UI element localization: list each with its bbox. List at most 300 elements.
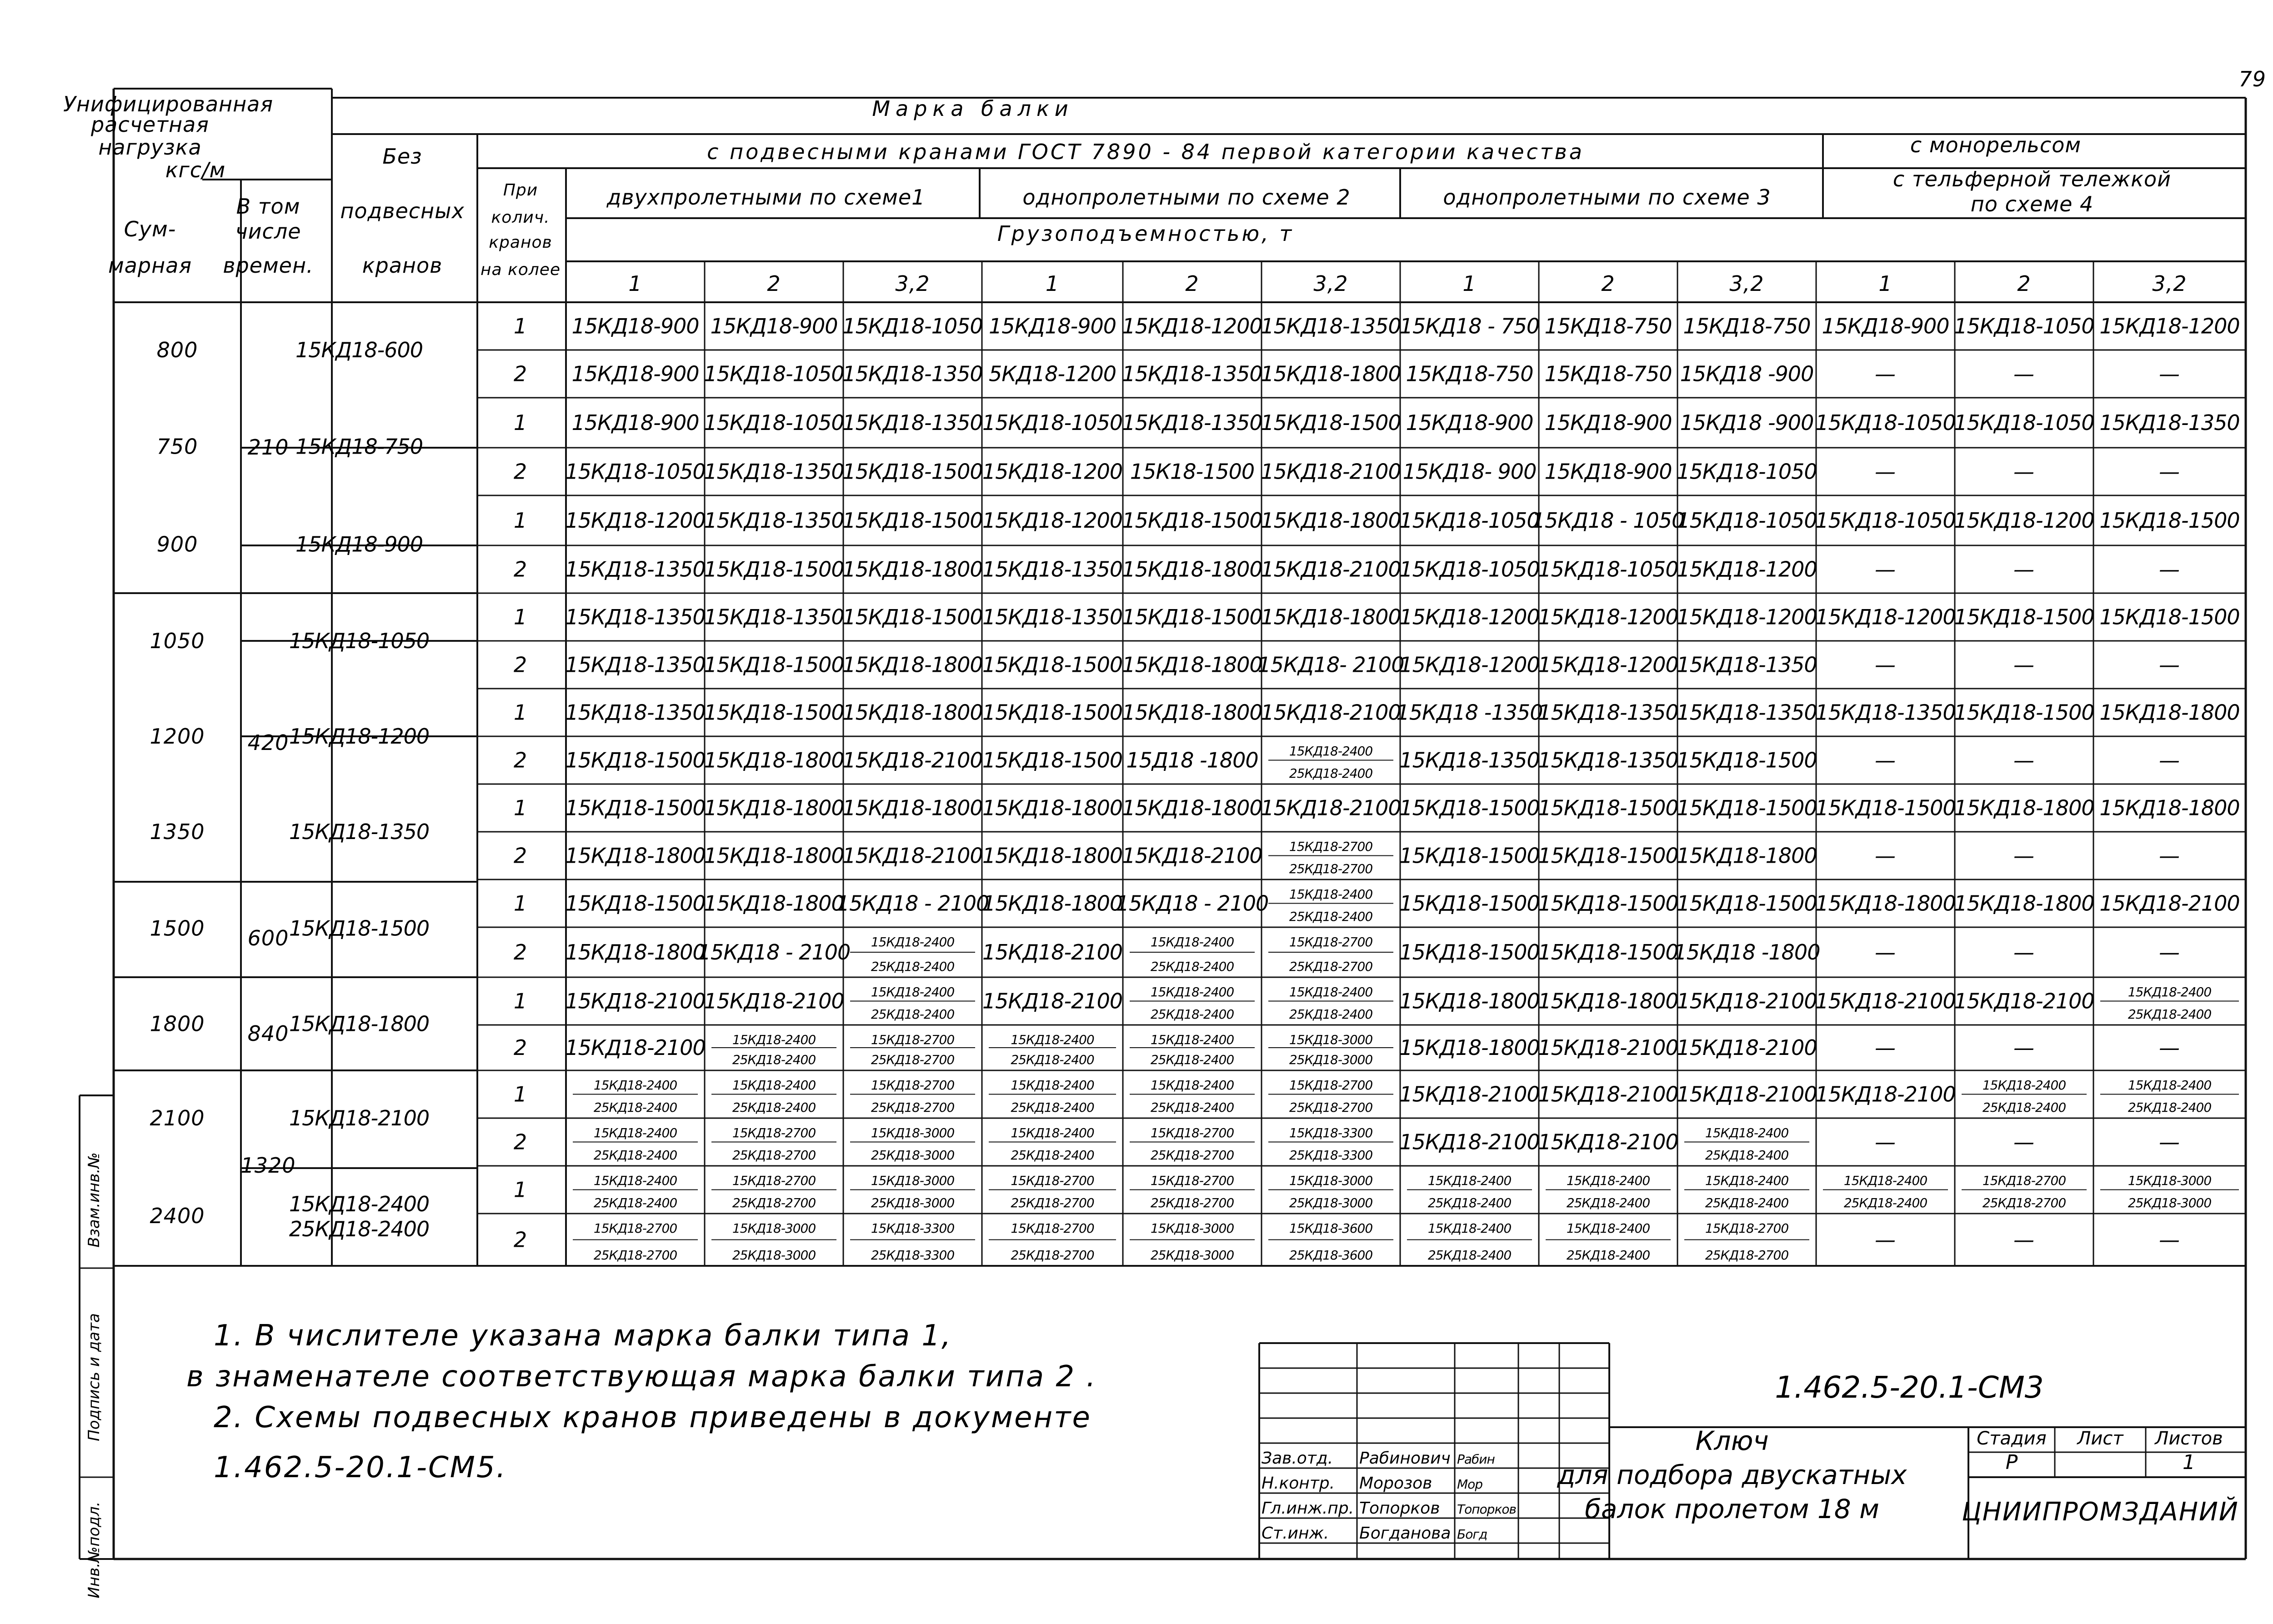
- no-crane-beam: 15КД18-900: [295, 532, 423, 557]
- beam-cell: 15КД18-1050: [1677, 459, 1817, 484]
- beam-cell: 15КД18-1500: [1399, 940, 1540, 964]
- capacity-value: 3,2: [2152, 271, 2187, 296]
- beam-cell-denominator: 25КД18-2400: [1150, 959, 1234, 974]
- beam-cell: 15КД18-1800: [1122, 652, 1262, 677]
- notes: [186, 1319, 1097, 1484]
- dash-cell: —: [2013, 1227, 2035, 1252]
- crane-count: 2: [513, 652, 528, 677]
- beam-cell: 15КД18- 900: [1402, 459, 1537, 484]
- beam-cell: 15КД18-900: [571, 410, 699, 435]
- beam-cell: 15КД18 -1350: [1396, 700, 1543, 725]
- capacity-value: 3,2: [1729, 271, 1764, 296]
- dash-cell: —: [2013, 361, 2035, 386]
- beam-cell: 15КД18-1350: [1538, 748, 1678, 773]
- beam-cell-denominator: 25КД18-2700: [1705, 1248, 1789, 1263]
- dash-cell: —: [1875, 748, 1896, 773]
- beam-cell: 15КД18 - 2100: [1116, 891, 1269, 916]
- beam-cell: 15КД18-1800: [1399, 989, 1540, 1014]
- beam-cell: 15КД18-1800: [842, 557, 983, 582]
- beam-cell: 15КД18-1800: [565, 843, 706, 868]
- beam-cell: 15КД18-2100: [1399, 1129, 1540, 1154]
- beam-cell-denominator: 25КД18-2700: [1289, 861, 1373, 876]
- beam-cell: 15КД18-1050: [1815, 508, 1956, 533]
- beam-cell: 15КД18-1200: [1677, 557, 1817, 582]
- beam-cell-numerator: 15КД18-2400: [1843, 1173, 1928, 1188]
- crane-count: 1: [513, 410, 528, 435]
- beam-cell-denominator: 25КД18-2400: [1150, 1052, 1234, 1067]
- sheet-number: 79: [2238, 67, 2266, 91]
- signer-signature: Мор: [1457, 1477, 1483, 1492]
- beam-cell: 15КД18-1350: [1399, 748, 1540, 773]
- signer-role: Гл.инж.пр.: [1262, 1499, 1354, 1518]
- crane-count: 1: [513, 795, 528, 820]
- capacity-value: 1: [1878, 271, 1892, 296]
- beam-cell-denominator: 25КД18-2400: [732, 1052, 816, 1067]
- beam-cell: 15КД18-1500: [982, 652, 1123, 677]
- beam-cell: 15КД18-1200: [982, 459, 1123, 484]
- beam-cell-denominator: 25КД18-2700: [593, 1248, 677, 1263]
- beam-cell: 15КД18-1500: [1399, 795, 1540, 820]
- beam-cell: 15КД18-1800: [1399, 1035, 1540, 1060]
- beam-cell: 15КД18-900: [710, 314, 838, 339]
- beam-cell-denominator: 25КД18-2400: [1289, 766, 1373, 781]
- beam-cell: 15КД18-2100: [842, 843, 983, 868]
- beam-cell-numerator: 15КД18-2700: [593, 1221, 677, 1236]
- beam-cell-denominator: 25КД18-3000: [2128, 1195, 2212, 1210]
- beam-cell: 15КД18-1800: [1122, 557, 1262, 582]
- beam-cell: 15КД18-1500: [1954, 605, 2094, 630]
- svg-text:Сум-: Сум-: [124, 217, 176, 241]
- beam-cell-denominator: 25КД18-2700: [871, 1100, 955, 1115]
- beam-cell: 15КД18-1050: [704, 410, 844, 435]
- no-cranes-header: [340, 144, 464, 278]
- doc-title-2: для подбора двускатных: [1557, 1459, 1907, 1490]
- beam-cell: 15КД18-2100: [704, 989, 844, 1014]
- crane-count: 2: [513, 361, 528, 386]
- beam-cell: 15КД18-1800: [1261, 508, 1401, 533]
- beam-cell: 15КД18-1200: [1954, 508, 2094, 533]
- beam-cell: 15КД18-1050: [704, 361, 844, 386]
- temp-load: 840: [247, 1021, 289, 1046]
- load-sum: 2100: [150, 1106, 205, 1130]
- svg-text:с монорельсом: с монорельсом: [1910, 133, 2082, 157]
- dash-cell: —: [2159, 940, 2180, 964]
- beam-cell: 15КД18-1200: [1399, 605, 1540, 630]
- beam-cell-numerator: 15КД18-3000: [1150, 1221, 1234, 1236]
- beam-cell: 15КД18-2100: [1538, 1129, 1678, 1154]
- beam-cell: 15КД18-1500: [1538, 940, 1678, 964]
- beam-cell-numerator: 15КД18-2400: [732, 1078, 816, 1093]
- beam-cell-numerator: 15КД18-2400: [1150, 1032, 1234, 1047]
- beam-cell: 15КД18-1800: [1677, 843, 1817, 868]
- no-crane-beam: 15КД18-2400: [289, 1192, 430, 1216]
- svg-text:расчетная: расчетная: [91, 112, 209, 137]
- beam-cell: 15КД18-900: [571, 314, 699, 339]
- beam-cell: 15КД18-1800: [982, 843, 1123, 868]
- capacity-value: 2: [1185, 271, 1199, 296]
- beam-cell: 15КД18-1050: [1954, 314, 2094, 339]
- beam-cell: 15КД18-2100: [1261, 700, 1401, 725]
- svg-text:по схеме 4: по схеме 4: [1970, 192, 2094, 216]
- beam-cell-denominator: 25КД18-2400: [593, 1100, 677, 1115]
- beam-cell: 15КД18-2100: [2099, 891, 2240, 916]
- beam-cell: 15КД18-2100: [1677, 1035, 1817, 1060]
- beam-cell-numerator: 15КД18-2400: [593, 1078, 677, 1093]
- beam-cell-denominator: 25КД18-2700: [1011, 1248, 1094, 1263]
- beam-cell: 15КД18-750: [1544, 314, 1672, 339]
- doc-title-3: балок пролетом 18 м: [1585, 1494, 1879, 1524]
- beam-cell-numerator: 15КД18-2700: [1289, 839, 1373, 854]
- dash-cell: —: [2159, 557, 2180, 582]
- dash-cell: —: [2159, 459, 2180, 484]
- beam-cell-denominator: 25КД18-2400: [732, 1100, 816, 1115]
- capacity-value: 2: [767, 271, 781, 296]
- beam-cell: 15КД18-1500: [1122, 605, 1262, 630]
- beam-cell: 15КД18-1500: [1122, 508, 1262, 533]
- dash-cell: —: [2013, 1035, 2035, 1060]
- beam-cell-denominator: 25КД18-2700: [732, 1195, 816, 1210]
- capacity-values: [628, 271, 2187, 296]
- capacity-value: 2: [1601, 271, 1615, 296]
- beam-cell: 15КД18-1500: [1677, 795, 1817, 820]
- beam-cell-numerator: 15КД18-2400: [593, 1173, 677, 1188]
- beam-cell-denominator: 25КД18-2400: [1289, 1007, 1373, 1022]
- no-crane-beam: 15КД18-750: [295, 434, 423, 459]
- load-sum: 800: [156, 338, 198, 362]
- beam-cell: 15КД18-1500: [982, 700, 1123, 725]
- dash-cell: —: [2013, 557, 2035, 582]
- dash-cell: —: [1875, 361, 1896, 386]
- beam-cell: 15КД18-1500: [842, 459, 983, 484]
- svg-text:марная: марная: [108, 253, 192, 278]
- dash-cell: —: [2159, 361, 2180, 386]
- beam-cell: 15КД18-1500: [565, 891, 706, 916]
- beam-cell-denominator: 25КД18-3000: [871, 1195, 955, 1210]
- beam-cell-denominator: 25КД18-3000: [1289, 1052, 1373, 1067]
- beam-cell: 15КД18-2100: [1677, 989, 1817, 1014]
- svg-text:с тельферной тележкой: с тельферной тележкой: [1892, 167, 2172, 191]
- crane-count: 1: [513, 1082, 528, 1107]
- beam-cell: 15КД18-1350: [704, 459, 844, 484]
- beam-cell-denominator: 25КД18-2700: [1150, 1148, 1234, 1163]
- beam-cell: 15КД18-2100: [1954, 989, 2094, 1014]
- beam-cell: 15КД18-2100: [982, 940, 1123, 964]
- beam-cell-denominator: 25КД18-2400: [1566, 1195, 1650, 1210]
- beam-cell-numerator: 15КД18-2700: [871, 1032, 955, 1047]
- beam-cell: 15КД18-1200: [1677, 605, 1817, 630]
- crane-count: 2: [513, 459, 528, 484]
- beam-cell-denominator: 25КД18-3000: [871, 1148, 955, 1163]
- beam-cell: 15КД18-1500: [565, 748, 706, 773]
- beam-cell-numerator: 15КД18-2700: [1011, 1221, 1094, 1236]
- beam-cell: 15КД18-2100: [1399, 1082, 1540, 1107]
- beam-cell: 15КД18-2100: [1261, 459, 1401, 484]
- beam-cell: 15КД18-1500: [1677, 748, 1817, 773]
- svg-text:2. Схемы подвесных кранов прив: 2. Схемы подвесных кранов приведены в документе: [214, 1401, 1091, 1434]
- beam-cell-denominator: 25КД18-2400: [2128, 1007, 2212, 1022]
- beam-cell-denominator: 25КД18-2400: [1427, 1248, 1512, 1263]
- beam-cell: 15КД18-1050: [1538, 557, 1678, 582]
- load-sum: 1200: [150, 724, 205, 749]
- dash-cell: —: [2013, 652, 2035, 677]
- beam-cell: 15КД18-1350: [1538, 700, 1678, 725]
- beam-cell: 15КД18-1500: [704, 700, 844, 725]
- beam-cell: 15КД18-1350: [1122, 410, 1262, 435]
- beam-cell-numerator: 15КД18-2400: [871, 934, 955, 949]
- dash-cell: —: [2013, 748, 2035, 773]
- beam-cell-denominator: 25КД18-3000: [732, 1248, 816, 1263]
- crane-count: 1: [513, 508, 528, 533]
- beam-cell: 15КД18-1350: [565, 605, 706, 630]
- dash-cell: —: [2013, 940, 2035, 964]
- load-sum: 900: [156, 532, 198, 557]
- beam-cell: 15КД18-900: [1822, 314, 1949, 339]
- beam-cell-denominator: 25КД18-2400: [1011, 1148, 1094, 1163]
- beam-cell: 15КД18-1500: [1677, 891, 1817, 916]
- beam-cell: 15КД18-1800: [704, 795, 844, 820]
- crane-count: 1: [513, 989, 528, 1014]
- beam-cell: 15КД18-1800: [704, 891, 844, 916]
- beam-cell: 15КД18-900: [1544, 410, 1672, 435]
- svg-text:Без: Без: [382, 144, 422, 169]
- beam-cell-numerator: 15КД18-2700: [1705, 1221, 1789, 1236]
- beam-cell: 15КД18-900: [571, 361, 699, 386]
- beam-cell-denominator: 25КД18-2400: [1566, 1248, 1650, 1263]
- svg-text:на колее: на колее: [480, 260, 561, 279]
- beam-cell-numerator: 15КД18-3300: [871, 1221, 955, 1236]
- beam-cell-numerator: 15КД18-2400: [1150, 934, 1234, 949]
- beam-cell: 15КД18-2100: [1815, 1082, 1956, 1107]
- beam-cell: 15КД18-900: [988, 314, 1116, 339]
- beam-cell-denominator: 25КД18-2400: [593, 1195, 677, 1210]
- no-crane-beam: 15КД18-1350: [289, 819, 430, 844]
- beam-cell-denominator: 25КД18-2400: [1289, 909, 1373, 924]
- beam-cell: 15КД18-1350: [842, 410, 983, 435]
- beam-cell-numerator: 15КД18-2700: [732, 1125, 816, 1140]
- beam-cell-numerator: 15КД18-2700: [1150, 1173, 1234, 1188]
- no-crane-beam: 15КД18-1500: [289, 916, 430, 941]
- doc-title-1: Ключ: [1695, 1425, 1769, 1456]
- capacity-header: Грузоподъемностью, т: [997, 221, 1294, 246]
- no-crane-beam: 15КД18-2100: [289, 1106, 430, 1130]
- beam-cell-denominator: 25КД18-2400: [2128, 1100, 2212, 1115]
- beam-cell: 15КД18-1800: [982, 891, 1123, 916]
- dash-cell: —: [2159, 1227, 2180, 1252]
- dash-cell: —: [1875, 459, 1896, 484]
- svg-text:кранов: кранов: [362, 253, 443, 278]
- svg-text:кранов: кранов: [489, 233, 552, 252]
- signer-role: Ст.инж.: [1262, 1524, 1329, 1543]
- beam-mark-header: Марка балки: [872, 96, 1074, 121]
- beam-cell-numerator: 15КД18-3000: [871, 1125, 955, 1140]
- signer-name: Богданова: [1359, 1524, 1451, 1543]
- beam-cell-denominator: 25КД18-2400: [871, 959, 955, 974]
- beam-cell: 15КД18-1350: [982, 557, 1123, 582]
- beam-cell: 15КД18-1800: [842, 700, 983, 725]
- crane-count: 1: [513, 1177, 528, 1202]
- beam-cell: 15КД18-2100: [1261, 795, 1401, 820]
- beam-cell: 15КД18-1200: [1122, 314, 1262, 339]
- beam-cell-denominator: 25КД18-2400: [593, 1148, 677, 1163]
- beam-cell-numerator: 15КД18-2700: [1289, 1078, 1373, 1093]
- beam-cell: 15Д18 -1800: [1126, 748, 1258, 773]
- side-labels: [85, 1152, 103, 1598]
- beam-cell: 15КД18-1500: [2099, 605, 2240, 630]
- beam-cell: 15КД18-1500: [704, 557, 844, 582]
- beam-cell-numerator: 15КД18-2700: [1289, 934, 1373, 949]
- crane-count: 2: [513, 748, 528, 773]
- beam-cell-numerator: 15КД18-3000: [732, 1221, 816, 1236]
- capacity-value: 2: [2017, 271, 2031, 296]
- beam-cell: 15КД18-1500: [1261, 410, 1401, 435]
- svg-text:В том: В том: [236, 194, 300, 219]
- dash-cell: —: [2013, 1129, 2035, 1154]
- beam-cell: 15КД18-1500: [1815, 795, 1956, 820]
- beam-cell-numerator: 15КД18-2700: [1150, 1125, 1234, 1140]
- beam-cell: 15КД18-1350: [565, 700, 706, 725]
- scheme4-header: [1893, 133, 2171, 216]
- scheme1-header: двухпролетными по схеме1: [606, 185, 926, 210]
- beam-cell-numerator: 15КД18-2400: [1011, 1125, 1094, 1140]
- signer-role: Зав.отд.: [1262, 1449, 1333, 1468]
- dash-cell: —: [1875, 940, 1896, 964]
- dash-cell: —: [2159, 843, 2180, 868]
- signer-signature: Рабин: [1457, 1452, 1495, 1467]
- table-body: [150, 314, 2239, 1263]
- capacity-value: 1: [1462, 271, 1477, 296]
- beam-cell-denominator: 25КД18-2700: [1289, 959, 1373, 974]
- sheets-label: Листов: [2155, 1428, 2223, 1449]
- beam-cell: 15КД18-750: [1544, 361, 1672, 386]
- svg-text:Взам.инв.№: Взам.инв.№: [85, 1152, 103, 1248]
- scheme3-header: однопролетными по схеме 3: [1443, 185, 1771, 210]
- capacity-value: 3,2: [895, 271, 930, 296]
- beam-cell: 15КД18-1350: [1677, 700, 1817, 725]
- signer-name: Топорков: [1359, 1499, 1440, 1518]
- beam-cell: 15КД18 - 2100: [836, 891, 989, 916]
- no-crane-beam: 15КД18-1200: [289, 724, 430, 749]
- beam-cell: 15КД18-1500: [842, 605, 983, 630]
- dash-cell: —: [2159, 748, 2180, 773]
- title-block: [1262, 1370, 2239, 1543]
- beam-cell: 15КД18-1500: [565, 795, 706, 820]
- beam-cell: 15КД18-1500: [1538, 891, 1678, 916]
- dash-cell: —: [1875, 557, 1896, 582]
- dash-cell: —: [2159, 1129, 2180, 1154]
- signer-name: Рабинович: [1359, 1449, 1451, 1468]
- beam-cell-numerator: 15КД18-2400: [1982, 1078, 2066, 1093]
- beam-cell-denominator: 25КД18-2400: [1843, 1195, 1928, 1210]
- beam-cell-denominator: 25КД18-2400: [1705, 1195, 1789, 1210]
- beam-cell-numerator: 15КД18-2400: [1150, 984, 1234, 999]
- beam-cell-numerator: 15КД18-2400: [732, 1032, 816, 1047]
- load-sum: 1350: [150, 819, 205, 844]
- beam-cell-numerator: 15КД18-2400: [871, 984, 955, 999]
- beam-cell-denominator: 25КД18-2400: [1011, 1100, 1094, 1115]
- beam-cell: 15КД18-1500: [1538, 843, 1678, 868]
- sheets-value: 1: [2183, 1451, 2195, 1474]
- beam-cell-numerator: 15КД18-3000: [1289, 1032, 1373, 1047]
- beam-cell-denominator: 25КД18-2400: [1011, 1052, 1094, 1067]
- load-sum: 2400: [150, 1204, 205, 1228]
- beam-cell: 15КД18-1050: [842, 314, 983, 339]
- beam-cell: 15КД18-1050: [1399, 508, 1540, 533]
- beam-cell-numerator: 15КД18-2400: [1289, 744, 1373, 759]
- beam-cell-numerator: 15КД18-2400: [1427, 1221, 1512, 1236]
- crane-count: 1: [513, 891, 528, 916]
- crane-count: 2: [513, 1035, 528, 1060]
- beam-cell-numerator: 15КД18-2700: [871, 1078, 955, 1093]
- svg-text:Инв.№подл.: Инв.№подл.: [85, 1501, 103, 1599]
- beam-cell: 15КД18-2100: [565, 1035, 706, 1060]
- crane-count: 2: [513, 557, 528, 582]
- beam-cell: 15КД18-1050: [565, 459, 706, 484]
- beam-cell: 15КД18-1800: [1261, 605, 1401, 630]
- beam-cell: 15КД18-1200: [1815, 605, 1956, 630]
- load-groups: [240, 435, 295, 1178]
- beam-cell: 15КД18 - 1050: [1532, 508, 1685, 533]
- beam-cell-numerator: 15КД18-2400: [2128, 984, 2212, 999]
- beam-cell: 15КД18-1500: [982, 748, 1123, 773]
- beam-cell-denominator: 25КД18-2400: [1705, 1148, 1789, 1163]
- beam-cell-numerator: 15КД18-2400: [593, 1125, 677, 1140]
- svg-text:числе: числе: [235, 219, 301, 244]
- beam-cell: 15КД18 -1800: [1673, 940, 1820, 964]
- beam-cell: 15КД18-1800: [982, 795, 1123, 820]
- signer-signature: Топорков: [1457, 1502, 1516, 1517]
- svg-text:времен.: времен.: [223, 253, 314, 278]
- beam-cell: 15КД18 -900: [1680, 410, 1814, 435]
- beam-cell: 15КД18-1350: [842, 361, 983, 386]
- no-crane-beam: 15КД18-1800: [289, 1011, 430, 1036]
- temp-load: 1320: [240, 1153, 296, 1178]
- beam-cell: 15КД18-1350: [565, 652, 706, 677]
- beam-cell-numerator: 15КД18-2400: [1289, 984, 1373, 999]
- beam-cell-denominator: 25КД18-2400: [871, 1007, 955, 1022]
- svg-text:1. В числителе указана марка б: 1. В числителе указана марка балки типа 1,: [214, 1319, 952, 1353]
- beam-cell: 15КД18- 2100: [1257, 652, 1404, 677]
- beam-cell-numerator: 15КД18-3000: [1289, 1173, 1373, 1188]
- beam-cell-numerator: 15КД18-2700: [1982, 1173, 2066, 1188]
- load-sum: 1800: [150, 1011, 205, 1036]
- dash-cell: —: [1875, 1129, 1896, 1154]
- dash-cell: —: [2013, 843, 2035, 868]
- beam-cell: 15КД18-1350: [565, 557, 706, 582]
- signers: [1262, 1449, 1516, 1543]
- beam-cell: 15КД18-2100: [1538, 1082, 1678, 1107]
- svg-text:При: При: [503, 181, 538, 200]
- svg-text:кгс/м: кгс/м: [165, 158, 226, 182]
- beam-cell: 15КД18-1800: [1538, 989, 1678, 1014]
- beam-cell: 15КД18-2100: [982, 989, 1123, 1014]
- beam-cell: 15КД18-1500: [1538, 795, 1678, 820]
- beam-cell-denominator: 25КД18-2400: [1150, 1007, 1234, 1022]
- beam-cell-denominator: 25КД18-3300: [871, 1248, 955, 1263]
- sum-header: [108, 217, 192, 278]
- beam-cell: 15КД18-1500: [1399, 891, 1540, 916]
- signer-role: Н.контр.: [1262, 1474, 1335, 1493]
- beam-cell-numerator: 15КД18-3600: [1289, 1221, 1373, 1236]
- beam-cell: 15КД18-2100: [1122, 843, 1262, 868]
- beam-cell-numerator: 15КД18-2400: [1427, 1173, 1512, 1188]
- svg-text:1.462.5-20.1-СМ5.: 1.462.5-20.1-СМ5.: [214, 1451, 507, 1484]
- beam-cell-denominator: 25КД18-3300: [1289, 1148, 1373, 1163]
- beam-cell: 15КД18-1350: [2099, 410, 2240, 435]
- crane-count: 1: [513, 314, 528, 339]
- dash-cell: —: [2159, 652, 2180, 677]
- stage-value: Р: [2005, 1451, 2018, 1474]
- beam-cell-numerator: 15КД18-2700: [1011, 1173, 1094, 1188]
